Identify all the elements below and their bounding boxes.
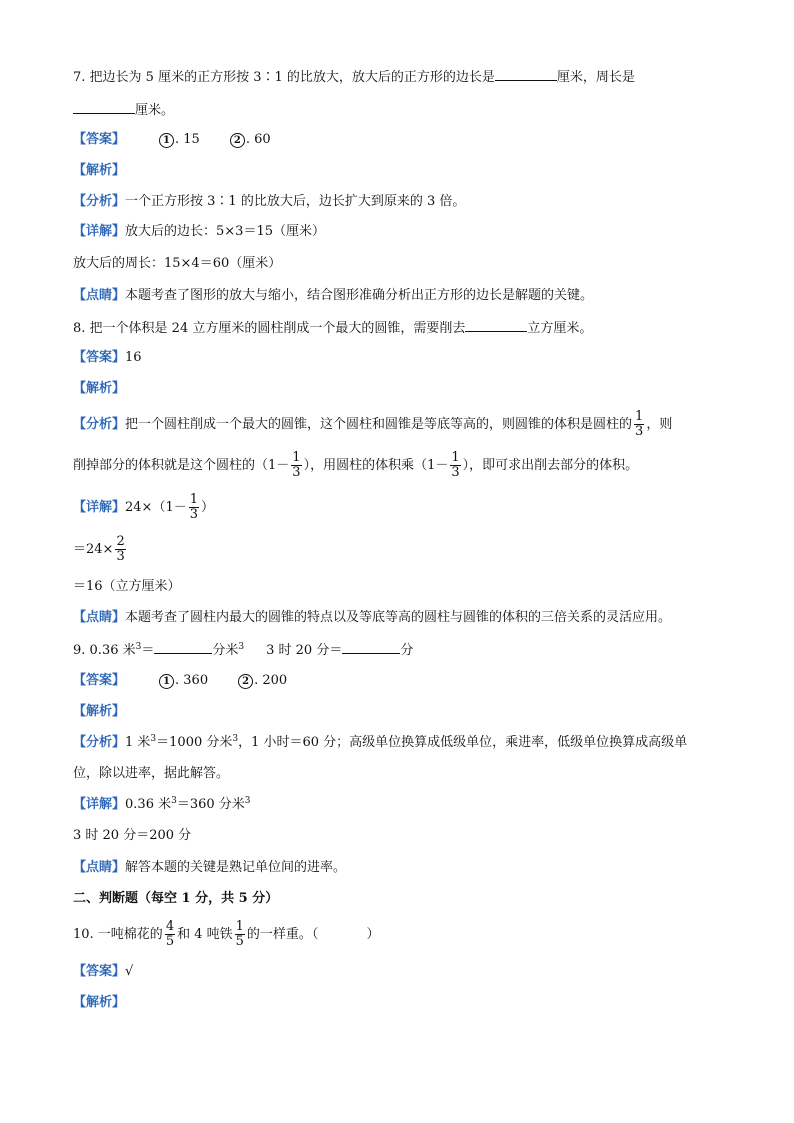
fenxi-label: 【分析】 <box>73 194 126 209</box>
fraction-denominator: 5 <box>235 934 244 949</box>
q8-answer-value: 16 <box>125 350 142 365</box>
q9-xiangjie-text: 0.36 米 <box>125 797 172 812</box>
section-heading <box>73 889 278 909</box>
fraction-numerator: 1 <box>292 450 301 465</box>
checkmark-icon: √ <box>125 964 134 979</box>
circled-number-1-icon: 1 <box>159 133 174 148</box>
q8-stem <box>73 317 592 339</box>
q9-time-calc: 3 时 20 分＝200 分 <box>73 828 192 843</box>
fraction-numerator: 1 <box>235 919 244 934</box>
fraction-one-third <box>291 451 301 480</box>
fraction-one-third <box>634 410 644 439</box>
fraction-one-third <box>450 451 460 480</box>
q9-fenxi-line2 <box>73 764 229 784</box>
fraction-denominator: 3 <box>189 507 199 522</box>
q7-dianjing-text: 本题考查了图形的放大与缩小，结合图形准确分析出正方形的边长是解题的关键。 <box>125 288 594 303</box>
q10-stem-text-2: 和 4 吨铁 <box>177 927 233 942</box>
q9-blank-2[interactable] <box>342 639 400 654</box>
fenxi-label: 【分析】 <box>73 417 126 432</box>
q8-step3 <box>73 577 181 597</box>
q9-fenxi <box>73 733 687 753</box>
q8-blank[interactable] <box>465 317 527 332</box>
dianjing-label: 【点睛】 <box>73 860 126 875</box>
circled-number-2-icon: 2 <box>238 674 253 689</box>
analysis-label: 【解析】 <box>73 381 126 396</box>
fraction-two-thirds <box>115 535 125 564</box>
q10-stem <box>73 920 379 950</box>
superscript-3: 3 <box>171 796 177 806</box>
fraction-numerator: 1 <box>451 450 460 465</box>
q9-equals: ＝ <box>141 643 155 658</box>
fraction-one-third <box>189 493 199 522</box>
q8-fenxi-line2 <box>73 451 638 481</box>
fraction-numerator: 1 <box>635 409 644 424</box>
q8-dianjing-text: 本题考查了圆柱内最大的圆锥的特点以及等底等高的圆柱与圆锥的体积的三倍关系的灵活应用。 <box>125 610 672 625</box>
superscript-3: 3 <box>135 642 142 652</box>
q7-xiangjie-text: 放大后的边长：5×3＝15（厘米） <box>125 224 325 239</box>
q8-step2 <box>73 535 128 565</box>
q8-answer <box>73 348 142 368</box>
fraction-one-fifth <box>235 920 245 949</box>
answer-label: 【答案】 <box>73 132 126 147</box>
q8-fenxi-text-5: ），即可求出削去部分的体积。 <box>462 458 639 473</box>
q9-stem <box>73 639 413 661</box>
answer-label: 【答案】 <box>73 964 126 979</box>
q8-dianjing <box>73 608 671 628</box>
q9-fenxi-text-3: ，1 小时＝60 分；高级单位换算成低级单位，乘进率，低级单位换算成高级单 <box>238 735 688 750</box>
q7-answer-2: . 60 <box>245 132 271 147</box>
q7-fenxi <box>73 192 465 212</box>
q10-stem-text-3: 的一样重。（ <box>246 927 319 942</box>
q8-step2-text: ＝24× <box>73 542 114 557</box>
xiangjie-label: 【详解】 <box>73 500 126 515</box>
fraction-numerator: 4 <box>165 919 175 934</box>
q7-xiangjie <box>73 222 325 242</box>
q9-fenxi-text: 1 米 <box>125 735 151 750</box>
q9-stem-text: 9. 0.36 米 <box>73 643 136 658</box>
q7-xiangjie-line2 <box>73 254 281 274</box>
q8-stem-text: 8. 把一个体积是 24 立方厘米的圆柱削成一个最大的圆锥，需要削去 <box>73 321 466 336</box>
q8-xiangjie-text-2: ） <box>201 500 215 515</box>
superscript-3: 3 <box>150 734 157 744</box>
q7-analysis <box>73 161 125 181</box>
q8-step3-text: ＝16（立方厘米） <box>73 579 181 594</box>
q9-analysis <box>73 702 125 722</box>
q9-answer <box>73 671 287 691</box>
q8-stem-text-2: 立方厘米。 <box>527 321 593 336</box>
dianjing-label: 【点睛】 <box>73 288 126 303</box>
q8-fenxi <box>73 410 672 440</box>
q7-dianjing <box>73 286 593 306</box>
q9-fenxi-text-4: 位，除以进率，据此解答。 <box>73 766 230 781</box>
q8-xiangjie-text: 24×（1－ <box>125 500 187 515</box>
answer-label: 【答案】 <box>73 673 126 688</box>
q7-stem-text-2: 厘米，周长是 <box>556 70 635 85</box>
q9-dianjing <box>73 858 346 878</box>
fraction-denominator: 5 <box>165 934 175 949</box>
dianjing-label: 【点睛】 <box>73 610 126 625</box>
q9-unit: 分米 <box>212 643 239 658</box>
q9-answer-1: . 360 <box>175 673 209 688</box>
q7-stem <box>73 66 635 88</box>
q9-xiangjie-line2 <box>73 826 191 846</box>
q7-fenxi-text: 一个正方形按 3∶1 的比放大后，边长扩大到原来的 3 倍。 <box>125 194 466 209</box>
q8-fenxi-text-2: ，则 <box>646 417 673 432</box>
q10-analysis <box>73 993 125 1013</box>
answer-label: 【答案】 <box>73 350 126 365</box>
fraction-numerator: 1 <box>189 492 199 507</box>
q9-unit-2: 分 <box>400 643 414 658</box>
q9-xiangjie-text-2: ＝360 分米 <box>176 797 245 812</box>
q7-answer-1: . 15 <box>175 132 200 147</box>
q9-blank-1[interactable] <box>154 639 212 654</box>
q8-fenxi-text-3: 削掉部分的体积就是这个圆柱的（1－ <box>73 458 290 473</box>
analysis-label: 【解析】 <box>73 995 126 1010</box>
circled-number-2-icon: 2 <box>230 133 245 148</box>
q7-answer <box>73 130 271 150</box>
fraction-four-fifths <box>165 920 175 949</box>
superscript-3: 3 <box>238 642 245 652</box>
fenxi-label: 【分析】 <box>73 735 126 750</box>
q7-blank-side[interactable] <box>495 66 557 81</box>
q9-fenxi-text-2: ＝1000 分米 <box>156 735 233 750</box>
superscript-3: 3 <box>232 734 239 744</box>
q7-stem-text-3: 厘米。 <box>135 103 175 118</box>
q7-perimeter-calc: 放大后的周长：15×4＝60（厘米） <box>73 256 282 271</box>
fraction-denominator: 3 <box>292 465 301 480</box>
circled-number-1-icon: 1 <box>159 674 174 689</box>
fraction-denominator: 3 <box>635 424 644 439</box>
q9-answer-2: . 200 <box>254 673 288 688</box>
q8-fenxi-text: 把一个圆柱削成一个最大的圆锥，这个圆柱和圆锥是等底等高的，则圆锥的体积是圆柱的 <box>125 417 633 432</box>
superscript-3: 3 <box>244 796 251 806</box>
q8-xiangjie <box>73 493 214 523</box>
q7-blank-perimeter[interactable] <box>73 99 135 114</box>
q9-xiangjie <box>73 795 251 815</box>
section-title: 二、判断题（每空 1 分，共 5 分） <box>73 891 279 906</box>
q9-stem-text-2: 3 时 20 分＝ <box>266 643 343 658</box>
q10-stem-text-4: ） <box>366 927 380 942</box>
fraction-denominator: 3 <box>116 549 125 564</box>
xiangjie-label: 【详解】 <box>73 797 126 812</box>
q7-stem-line2 <box>73 99 174 121</box>
xiangjie-label: 【详解】 <box>73 224 126 239</box>
q7-stem-text: 7. 把边长为 5 厘米的正方形按 3∶1 的比放大，放大后的正方形的边长是 <box>73 70 495 85</box>
q8-fenxi-text-4: ），用圆柱的体积乘（1－ <box>303 458 449 473</box>
analysis-label: 【解析】 <box>73 704 126 719</box>
q9-dianjing-text: 解答本题的关键是熟记单位间的进率。 <box>125 860 347 875</box>
analysis-label: 【解析】 <box>73 163 126 178</box>
q10-answer <box>73 962 133 982</box>
q8-analysis <box>73 379 125 399</box>
fraction-numerator: 2 <box>116 534 125 549</box>
fraction-denominator: 3 <box>451 465 460 480</box>
q10-stem-text: 10. 一吨棉花的 <box>73 927 163 942</box>
